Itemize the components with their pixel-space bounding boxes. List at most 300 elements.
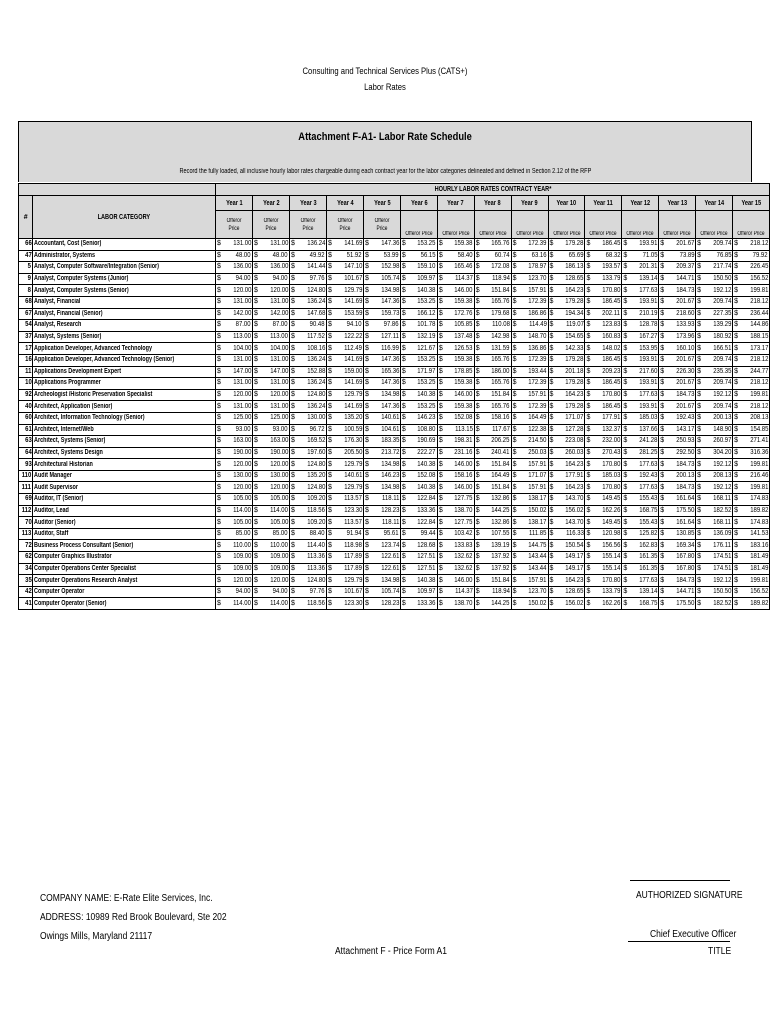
rate-value: 136.86 [528, 344, 547, 352]
rate-value: 140.38 [417, 576, 436, 584]
currency-symbol: $ [401, 553, 406, 561]
labor-category-text: Audit Supervisor [34, 483, 79, 491]
rate-cell [474, 575, 511, 587]
rate-value: 128.23 [380, 599, 399, 607]
rate-value: 131.00 [269, 298, 288, 306]
rate-value: 128.78 [639, 321, 658, 329]
rate-value: 123.30 [343, 599, 362, 607]
rate-value: 136.24 [306, 379, 325, 387]
table-row [19, 563, 770, 575]
rate-value: 124.80 [306, 286, 325, 294]
rate-cell [733, 517, 770, 529]
labor-category [33, 517, 216, 529]
currency-symbol: $ [586, 483, 591, 491]
currency-symbol: $ [475, 414, 480, 422]
rate-cell [622, 505, 659, 517]
rate-value: 146.00 [454, 576, 473, 584]
currency-symbol: $ [734, 448, 738, 456]
rate-value: 122.61 [380, 553, 399, 561]
rate-value: 151.84 [491, 576, 510, 584]
currency-symbol: $ [660, 437, 665, 445]
currency-symbol: $ [401, 599, 406, 607]
rate-cell [363, 354, 400, 366]
signature-label-text: AUTHORIZED SIGNATURE [636, 890, 743, 901]
table-row [19, 262, 770, 274]
rate-cell [437, 401, 474, 413]
rate-cell [216, 285, 253, 297]
currency-symbol: $ [734, 425, 738, 433]
table-row [19, 517, 770, 529]
rate-cell [511, 366, 548, 378]
table-row [19, 401, 770, 413]
currency-symbol: $ [364, 483, 369, 491]
rate-value: 192.12 [712, 576, 732, 584]
currency-symbol: $ [660, 344, 665, 352]
rate-value: 159.10 [417, 263, 436, 271]
currency-symbol: $ [586, 437, 591, 445]
currency-symbol: $ [364, 599, 369, 607]
rate-value: 129.79 [343, 483, 362, 491]
currency-symbol: $ [438, 483, 443, 491]
currency-symbol: $ [327, 553, 332, 561]
rate-cell [659, 262, 696, 274]
currency-symbol: $ [623, 286, 628, 294]
rate-cell [289, 239, 326, 251]
currency-symbol: $ [253, 298, 258, 306]
rate-cell [252, 389, 289, 401]
rate-cell [216, 528, 253, 540]
labor-category [33, 366, 216, 378]
rate-cell [733, 494, 770, 506]
rate-cell [363, 366, 400, 378]
rate-value: 186.13 [565, 263, 584, 271]
currency-symbol: $ [586, 367, 591, 375]
currency-symbol: $ [512, 367, 517, 375]
row-number [19, 273, 33, 285]
company-city-text: Owings Mills, Maryland 21117 [40, 931, 153, 942]
currency-symbol: $ [438, 356, 443, 364]
rate-cell [511, 239, 548, 251]
rate-cell [696, 366, 733, 378]
rate-cell [659, 447, 696, 459]
currency-symbol: $ [697, 460, 702, 468]
rate-value: 184.73 [675, 391, 695, 399]
table-row [19, 494, 770, 506]
rate-value: 209.74 [712, 298, 732, 306]
year-header-text: Year 11 [593, 199, 614, 207]
currency-symbol: $ [512, 379, 517, 387]
offeror-price-header-12 [622, 211, 659, 239]
rate-cell [585, 320, 622, 332]
rate-cell [400, 320, 437, 332]
currency-symbol: $ [327, 309, 332, 317]
rate-value: 166.12 [417, 309, 436, 317]
rate-value: 163.00 [232, 437, 251, 445]
currency-symbol: $ [586, 251, 591, 259]
rate-cell [548, 378, 585, 390]
rate-value: 114.49 [528, 321, 547, 329]
currency-symbol: $ [512, 309, 517, 317]
labor-category [33, 552, 216, 564]
currency-symbol: $ [438, 506, 443, 514]
rate-value: 149.17 [565, 553, 584, 561]
rate-value: 200.13 [675, 472, 695, 480]
currency-symbol: $ [660, 298, 665, 306]
rate-value: 125.82 [639, 530, 658, 538]
currency-symbol: $ [401, 518, 406, 526]
offeror-price-header-14 [696, 211, 733, 239]
rate-value: 136.24 [306, 402, 325, 410]
currency-symbol: $ [660, 263, 665, 271]
rate-cell [622, 262, 659, 274]
rate-cell [400, 239, 437, 251]
rate-value: 158.16 [454, 472, 473, 480]
offeror-price-header-10 [548, 211, 585, 239]
rate-cell [548, 447, 585, 459]
rate-cell [326, 285, 363, 297]
rate-value: 146.00 [454, 286, 473, 294]
currency-symbol: $ [734, 321, 738, 329]
offeror-price-header-text: Offeror Price [663, 231, 691, 237]
currency-symbol: $ [438, 495, 443, 503]
rate-value: 140.38 [417, 483, 436, 491]
rate-value: 170.80 [602, 460, 621, 468]
rate-cell [400, 494, 437, 506]
currency-symbol: $ [364, 402, 369, 410]
rate-cell [400, 563, 437, 575]
rate-value: 127.28 [565, 425, 584, 433]
rate-cell [326, 366, 363, 378]
rate-value: 97.86 [384, 321, 399, 329]
rate-cell [659, 366, 696, 378]
rate-value: 124.80 [306, 483, 325, 491]
rate-cell [548, 459, 585, 471]
labor-category-text: Architect, Internet/Web [34, 425, 94, 433]
rate-value: 147.36 [380, 379, 399, 387]
currency-symbol: $ [734, 530, 738, 538]
rate-value: 117.67 [491, 425, 510, 433]
currency-symbol: $ [438, 251, 443, 259]
row-number [19, 401, 33, 413]
rate-cell [733, 239, 770, 251]
rate-cell [733, 575, 770, 587]
rate-cell [363, 412, 400, 424]
rate-value: 104.00 [269, 344, 288, 352]
table-row [19, 378, 770, 390]
company-address-text: ADDRESS: 10989 Red Brook Boulevard, Ste 202 [40, 912, 227, 923]
rate-value: 154.65 [565, 333, 584, 341]
currency-symbol: $ [586, 495, 591, 503]
labor-category-header-text: LABOR CATEGORY [97, 213, 151, 221]
rate-value: 292.50 [675, 448, 695, 456]
rate-value: 109.00 [232, 564, 251, 572]
rate-cell [216, 447, 253, 459]
currency-symbol: $ [401, 367, 406, 375]
rate-cell [696, 308, 733, 320]
rate-cell [622, 320, 659, 332]
year-header-14 [696, 196, 733, 211]
rate-value: 171.07 [528, 472, 547, 480]
currency-symbol: $ [660, 251, 665, 259]
rate-cell [622, 296, 659, 308]
offeror-price-header-text: Offeror Price [263, 217, 279, 232]
rate-cell [733, 447, 770, 459]
rate-value: 123.83 [602, 321, 621, 329]
rate-value: 164.49 [528, 414, 547, 422]
offeror-price-header-7 [437, 211, 474, 239]
offeror-price-header-9 [511, 211, 548, 239]
offeror-price-header-text: Offeror Price [700, 231, 728, 237]
currency-symbol: $ [327, 391, 332, 399]
labor-category-text: Analyst, Research [34, 321, 82, 329]
currency-symbol: $ [290, 263, 295, 271]
row-number-text: 34 [24, 564, 32, 572]
rate-value: 304.20 [712, 448, 732, 456]
rate-value: 218.12 [749, 240, 768, 248]
rate-cell [585, 331, 622, 343]
currency-symbol: $ [697, 553, 702, 561]
labor-category [33, 250, 216, 262]
currency-symbol: $ [364, 576, 369, 584]
currency-symbol: $ [734, 344, 738, 352]
rate-cell [474, 389, 511, 401]
rate-value: 91.94 [347, 530, 362, 538]
rate-cell [622, 563, 659, 575]
row-number [19, 482, 33, 494]
rate-cell [733, 412, 770, 424]
row-number-header [19, 196, 33, 239]
rate-cell [437, 331, 474, 343]
rate-value: 226.45 [749, 263, 768, 271]
rate-cell [733, 401, 770, 413]
rate-cell [363, 436, 400, 448]
currency-symbol: $ [623, 553, 628, 561]
rate-cell [696, 250, 733, 262]
rate-value: 143.70 [565, 518, 584, 526]
rate-value: 123.74 [380, 541, 399, 549]
currency-symbol: $ [438, 588, 443, 596]
currency-symbol: $ [697, 599, 702, 607]
rate-cell [216, 505, 253, 517]
rate-value: 138.70 [454, 506, 473, 514]
labor-category [33, 343, 216, 355]
offeror-price-header-text: Offeror Price [737, 231, 765, 237]
rate-value: 250.03 [528, 448, 547, 456]
rate-value: 148.70 [528, 333, 547, 341]
currency-symbol: $ [734, 275, 738, 283]
rate-value: 130.00 [232, 472, 251, 480]
rate-cell [252, 494, 289, 506]
rate-cell [696, 401, 733, 413]
document-header-line2: Labor Rates [364, 82, 406, 92]
currency-symbol: $ [327, 379, 332, 387]
currency-symbol: $ [253, 367, 258, 375]
rate-cell [474, 505, 511, 517]
currency-symbol: $ [438, 275, 443, 283]
rate-value: 153.25 [417, 402, 436, 410]
table-row [19, 528, 770, 540]
rate-value: 120.00 [269, 483, 288, 491]
rate-cell [437, 296, 474, 308]
rate-cell [216, 517, 253, 529]
rate-value: 140.38 [417, 391, 436, 399]
currency-symbol: $ [512, 356, 517, 364]
currency-symbol: $ [512, 240, 517, 248]
rate-value: 131.00 [232, 298, 251, 306]
rate-value: 157.91 [528, 483, 547, 491]
rate-cell [216, 575, 253, 587]
currency-symbol: $ [586, 541, 591, 549]
rate-cell [289, 505, 326, 517]
currency-symbol: $ [660, 333, 665, 341]
row-number-text: 47 [24, 251, 32, 259]
rate-cell [363, 250, 400, 262]
currency-symbol: $ [475, 437, 480, 445]
rate-value: 131.00 [269, 356, 288, 364]
rate-value: 170.80 [602, 576, 621, 584]
rate-cell [585, 482, 622, 494]
rate-cell [585, 296, 622, 308]
currency-symbol: $ [401, 240, 406, 248]
rate-cell [363, 296, 400, 308]
currency-symbol: $ [438, 309, 443, 317]
currency-symbol: $ [697, 518, 702, 526]
currency-symbol: $ [253, 309, 258, 317]
rate-value: 147.10 [343, 263, 362, 271]
currency-symbol: $ [660, 506, 665, 514]
rate-cell [733, 436, 770, 448]
currency-symbol: $ [549, 275, 554, 283]
rate-value: 186.00 [491, 367, 510, 375]
rate-cell [326, 343, 363, 355]
table-row [19, 273, 770, 285]
rate-cell [363, 505, 400, 517]
rate-value: 201.18 [565, 367, 584, 375]
currency-symbol: $ [217, 344, 221, 352]
rate-value: 109.20 [306, 495, 325, 503]
currency-symbol: $ [290, 553, 295, 561]
row-number [19, 424, 33, 436]
row-number-text: 93 [24, 460, 32, 468]
currency-symbol: $ [549, 518, 554, 526]
rate-cell [400, 308, 437, 320]
currency-symbol: $ [512, 251, 517, 259]
rate-value: 109.20 [306, 518, 325, 526]
currency-symbol: $ [660, 553, 665, 561]
currency-symbol: $ [327, 286, 332, 294]
offeror-price-header-15 [733, 211, 770, 239]
year-header-text: Year 12 [630, 199, 651, 207]
offeror-price-header-text: Offeror Price [226, 217, 242, 232]
currency-symbol: $ [697, 530, 702, 538]
row-number-text: 111 [22, 483, 32, 491]
table-row [19, 389, 770, 401]
rate-cell [659, 552, 696, 564]
currency-symbol: $ [475, 367, 480, 375]
rate-cell [659, 459, 696, 471]
rate-value: 217.60 [639, 367, 658, 375]
currency-symbol: $ [697, 240, 702, 248]
currency-symbol: $ [623, 344, 628, 352]
rate-cell [437, 412, 474, 424]
currency-symbol: $ [586, 414, 591, 422]
rate-cell [622, 459, 659, 471]
rate-cell [363, 401, 400, 413]
currency-symbol: $ [327, 576, 332, 584]
currency-symbol: $ [364, 541, 369, 549]
rate-cell [289, 366, 326, 378]
offeror-price-header-6 [400, 211, 437, 239]
rate-cell [733, 262, 770, 274]
currency-symbol: $ [697, 483, 702, 491]
rate-cell [400, 540, 437, 552]
currency-symbol: $ [327, 541, 332, 549]
rate-value: 222.27 [417, 448, 436, 456]
currency-symbol: $ [660, 286, 665, 294]
rate-cell [696, 552, 733, 564]
table-row [19, 354, 770, 366]
rate-cell [474, 354, 511, 366]
rate-value: 142.00 [232, 309, 251, 317]
rate-cell [511, 552, 548, 564]
row-number [19, 389, 33, 401]
rate-cell [585, 436, 622, 448]
labor-category [33, 494, 216, 506]
row-number [19, 378, 33, 390]
rate-value: 209.74 [712, 240, 732, 248]
rate-value: 118.94 [491, 588, 510, 596]
rate-value: 201.67 [675, 356, 695, 364]
currency-symbol: $ [217, 240, 221, 248]
currency-symbol: $ [253, 414, 258, 422]
rate-cell [696, 470, 733, 482]
rate-value: 94.00 [273, 275, 288, 283]
rate-value: 177.63 [639, 576, 658, 584]
rate-value: 134.98 [380, 460, 399, 468]
rate-value: 164.23 [565, 286, 584, 294]
rate-cell [548, 494, 585, 506]
rate-cell [585, 285, 622, 297]
rate-cell [548, 273, 585, 285]
rate-cell [511, 285, 548, 297]
year-header-6 [400, 196, 437, 211]
rate-cell [216, 552, 253, 564]
currency-symbol: $ [697, 333, 702, 341]
rate-value: 79.92 [753, 251, 768, 259]
rate-value: 155.14 [602, 564, 621, 572]
rate-cell [585, 239, 622, 251]
rate-value: 165.36 [380, 367, 399, 375]
rate-value: 120.00 [269, 391, 288, 399]
currency-symbol: $ [549, 564, 554, 572]
currency-symbol: $ [253, 251, 258, 259]
rate-value: 53.99 [384, 251, 399, 259]
row-number-text: 66 [24, 240, 32, 248]
rate-value: 218.12 [749, 379, 768, 387]
rate-value: 109.00 [232, 553, 251, 561]
rate-value: 162.26 [602, 599, 621, 607]
currency-symbol: $ [438, 541, 443, 549]
rate-value: 144.75 [528, 541, 547, 549]
currency-symbol: $ [549, 460, 554, 468]
rate-value: 157.91 [528, 576, 547, 584]
rate-cell [216, 563, 253, 575]
currency-symbol: $ [660, 483, 665, 491]
rate-value: 281.25 [639, 448, 658, 456]
rate-value: 156.52 [749, 588, 768, 596]
rate-value: 198.31 [454, 437, 473, 445]
currency-symbol: $ [549, 240, 554, 248]
